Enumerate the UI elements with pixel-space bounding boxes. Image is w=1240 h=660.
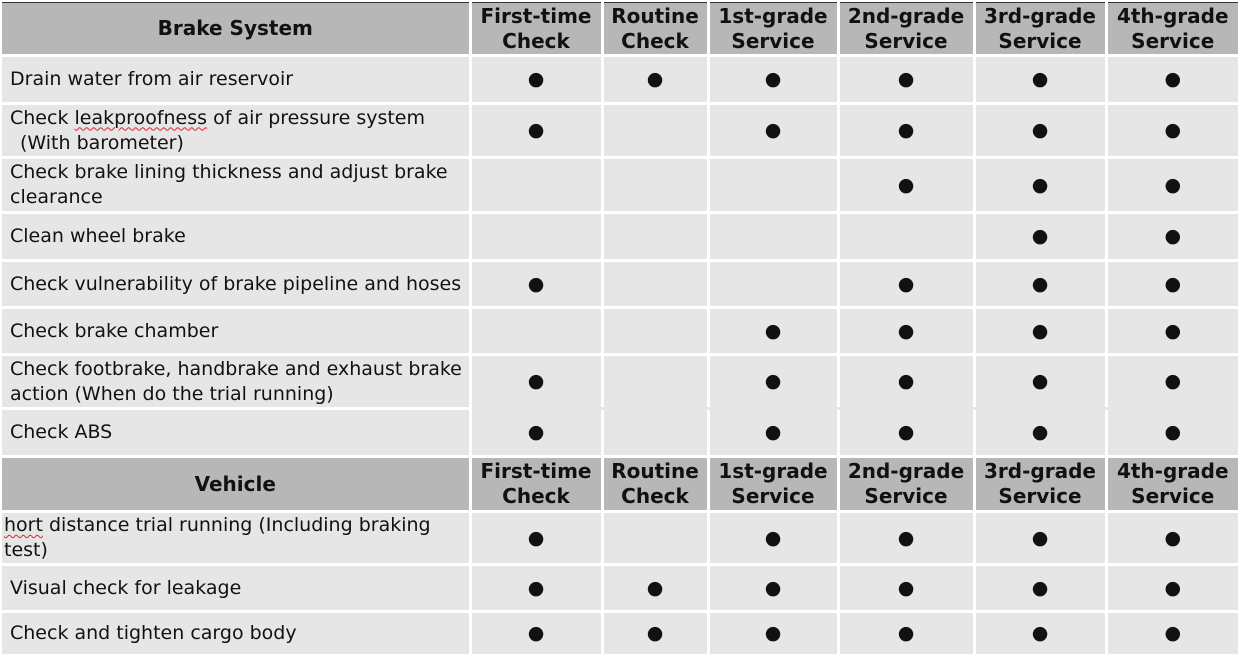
schedule-mark: ● bbox=[974, 213, 1106, 261]
schedule-mark: ● bbox=[1106, 213, 1238, 261]
schedule-mark bbox=[708, 158, 838, 213]
schedule-mark: ● bbox=[1106, 261, 1238, 308]
schedule-mark: ● bbox=[470, 409, 602, 457]
schedule-mark: ● bbox=[1106, 409, 1238, 457]
schedule-mark: ● bbox=[708, 355, 838, 409]
schedule-mark: ● bbox=[838, 612, 974, 656]
schedule-mark bbox=[602, 158, 708, 213]
table-row bbox=[2, 213, 1238, 261]
schedule-mark: ● bbox=[974, 158, 1106, 213]
table-row bbox=[2, 612, 1238, 656]
schedule-mark: ● bbox=[602, 612, 708, 656]
table-row bbox=[2, 409, 1238, 457]
schedule-mark: ● bbox=[838, 512, 974, 565]
schedule-mark bbox=[708, 213, 838, 261]
task-label: Clean wheel brake bbox=[2, 213, 470, 261]
schedule-mark: ● bbox=[708, 409, 838, 457]
schedule-mark: ● bbox=[838, 158, 974, 213]
schedule-mark bbox=[602, 104, 708, 158]
column-header-routine: Routine Check bbox=[602, 457, 708, 512]
schedule-mark bbox=[470, 213, 602, 261]
table-row bbox=[2, 512, 1238, 565]
brake-section-title: Brake System bbox=[2, 3, 470, 56]
schedule-mark: ● bbox=[470, 512, 602, 565]
column-header-3rd-grade: 3rd-grade Service bbox=[974, 3, 1106, 56]
task-label: Check brake lining thickness and adjust brake clearance bbox=[2, 158, 470, 213]
schedule-mark: ● bbox=[602, 565, 708, 612]
spellcheck-underlined-word: leakproofness bbox=[74, 106, 208, 129]
table-row bbox=[2, 308, 1238, 355]
schedule-mark bbox=[602, 355, 708, 409]
column-header-3rd-grade: 3rd-grade Service bbox=[974, 457, 1106, 512]
schedule-mark bbox=[602, 213, 708, 261]
schedule-mark: ● bbox=[838, 565, 974, 612]
schedule-mark bbox=[602, 409, 708, 457]
schedule-mark: ● bbox=[1106, 308, 1238, 355]
schedule-mark: ● bbox=[602, 56, 708, 104]
column-header-2nd-grade: 2nd-grade Service bbox=[838, 3, 974, 56]
schedule-mark bbox=[838, 213, 974, 261]
schedule-mark: ● bbox=[470, 612, 602, 656]
schedule-mark: ● bbox=[708, 512, 838, 565]
column-header-4th-grade: 4th-grade Service bbox=[1106, 3, 1238, 56]
column-header-first-time: First-time Check bbox=[470, 457, 602, 512]
schedule-mark bbox=[470, 158, 602, 213]
schedule-mark: ● bbox=[708, 612, 838, 656]
table-row bbox=[2, 158, 1238, 213]
schedule-mark bbox=[470, 308, 602, 355]
schedule-mark: ● bbox=[974, 308, 1106, 355]
schedule-mark: ● bbox=[470, 355, 602, 409]
schedule-mark: ● bbox=[838, 104, 974, 158]
schedule-mark: ● bbox=[708, 56, 838, 104]
schedule-mark: ● bbox=[1106, 565, 1238, 612]
column-header-first-time: First-time Check bbox=[470, 3, 602, 56]
schedule-mark: ● bbox=[1106, 512, 1238, 565]
column-header-1st-grade: 1st-grade Service bbox=[708, 3, 838, 56]
schedule-mark: ● bbox=[838, 56, 974, 104]
schedule-mark bbox=[602, 308, 708, 355]
schedule-mark: ● bbox=[1106, 158, 1238, 213]
schedule-mark: ● bbox=[974, 261, 1106, 308]
task-label: Drain water from air reservoir bbox=[2, 56, 470, 104]
task-label: Check leakproofness of air pressure system (With barometer) bbox=[2, 104, 470, 158]
table-row bbox=[2, 355, 1238, 409]
schedule-mark: ● bbox=[974, 409, 1106, 457]
schedule-mark: ● bbox=[470, 104, 602, 158]
schedule-mark: ● bbox=[838, 261, 974, 308]
schedule-mark bbox=[602, 261, 708, 308]
schedule-mark: ● bbox=[1106, 104, 1238, 158]
vehicle-header-row bbox=[2, 457, 1238, 512]
column-header-routine: Routine Check bbox=[602, 3, 708, 56]
schedule-mark: ● bbox=[708, 308, 838, 355]
schedule-mark bbox=[708, 261, 838, 308]
table-row bbox=[2, 565, 1238, 612]
schedule-mark: ● bbox=[838, 355, 974, 409]
column-header-4th-grade: 4th-grade Service bbox=[1106, 457, 1238, 512]
schedule-mark: ● bbox=[974, 355, 1106, 409]
schedule-mark: ● bbox=[1106, 355, 1238, 409]
column-header-2nd-grade: 2nd-grade Service bbox=[838, 457, 974, 512]
table-row bbox=[2, 56, 1238, 104]
schedule-mark bbox=[602, 512, 708, 565]
schedule-mark: ● bbox=[974, 565, 1106, 612]
table-row bbox=[2, 261, 1238, 308]
spellcheck-underlined-word: hort bbox=[4, 514, 43, 536]
column-header-1st-grade: 1st-grade Service bbox=[708, 457, 838, 512]
task-label: Check ABS bbox=[2, 409, 470, 457]
table-row bbox=[2, 104, 1238, 158]
schedule-mark: ● bbox=[974, 104, 1106, 158]
schedule-mark: ● bbox=[974, 56, 1106, 104]
schedule-mark: ● bbox=[470, 261, 602, 308]
schedule-mark: ● bbox=[838, 409, 974, 457]
task-label: Check and tighten cargo body bbox=[2, 612, 470, 656]
task-label: hort distance trial running (Including braking test) bbox=[2, 512, 470, 565]
schedule-mark: ● bbox=[470, 565, 602, 612]
task-label: Check vulnerability of brake pipeline and hoses bbox=[2, 261, 470, 308]
schedule-mark: ● bbox=[708, 104, 838, 158]
schedule-mark: ● bbox=[1106, 56, 1238, 104]
schedule-mark: ● bbox=[974, 512, 1106, 565]
brake-header-row bbox=[2, 3, 1238, 56]
maintenance-table bbox=[2, 2, 1238, 657]
schedule-mark: ● bbox=[838, 308, 974, 355]
task-label: Check footbrake, handbrake and exhaust brake action (When do the trial running) bbox=[2, 355, 470, 409]
task-label: Check brake chamber bbox=[2, 308, 470, 355]
schedule-mark: ● bbox=[470, 56, 602, 104]
schedule-mark: ● bbox=[1106, 612, 1238, 656]
vehicle-section-title: Vehicle bbox=[2, 457, 470, 512]
schedule-mark: ● bbox=[974, 612, 1106, 656]
schedule-mark: ● bbox=[708, 565, 838, 612]
task-label: Visual check for leakage bbox=[2, 565, 470, 612]
maintenance-schedule bbox=[2, 2, 1238, 657]
